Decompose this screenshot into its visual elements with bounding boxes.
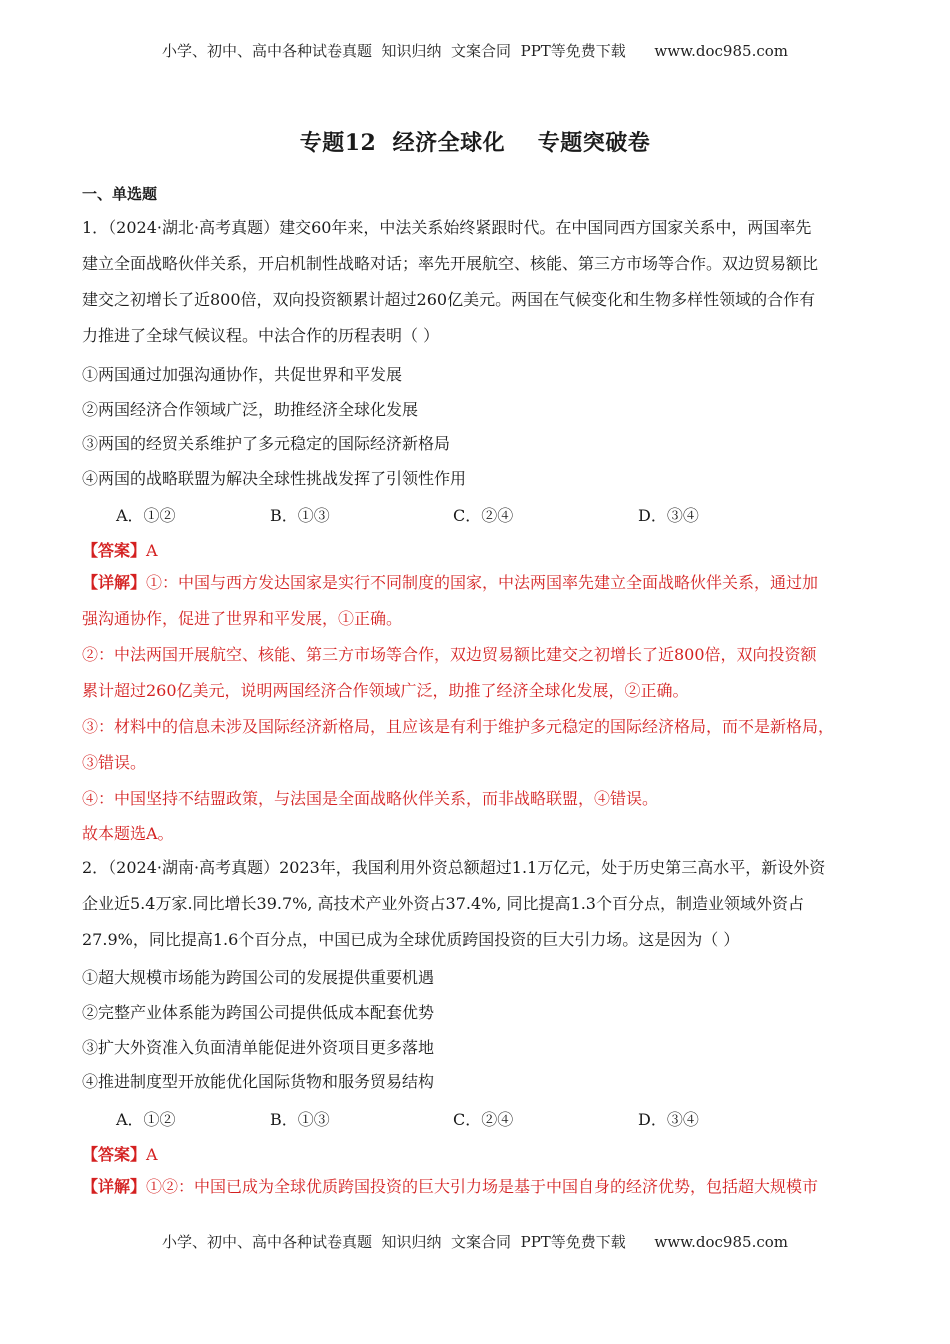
answer-label: 【答案】 xyxy=(82,1145,147,1164)
q1-statement: ②两国经济合作领域广泛，助推经济全球化发展 xyxy=(82,400,419,419)
q1-detail-line: ②：中法两国开展航空、核能、第三方市场等合作，双边贸易额比建交之初增长了近800倍，双向投资额 xyxy=(82,645,817,664)
q1-answer xyxy=(82,538,158,561)
q1-statement: ①两国通过加强沟通协作，共促世界和平发展 xyxy=(82,365,403,384)
q2-statement: ①超大规模市场能为跨国公司的发展提供重要机遇 xyxy=(82,968,435,987)
q2-stem-line: 企业近5.4万家.同比增长39.7%, 高技术产业外资占37.4%, 同比提高1.3个百分点，制造业领域外资占 xyxy=(82,894,804,913)
q1-stem-line: 建立全面战略伙伴关系，开启机制性战略对话；率先开展航空、核能、第三方市场等合作。双边贸易额比 xyxy=(82,254,819,273)
q2-detail-line xyxy=(82,1177,818,1197)
q2-statement: ④推进制度型开放能优化国际货物和服务贸易结构 xyxy=(82,1072,435,1091)
detail-text: ①：中国与西方发达国家是实行不同制度的国家，中法两国率先建立全面战略伙伴关系，通过加 xyxy=(146,573,819,592)
q1-detail-line: 累计超过260亿美元，说明两国经济合作领域广泛，助推了经济全球化发展，②正确。 xyxy=(82,681,689,700)
q1-detail-line: ③错误。 xyxy=(82,753,147,772)
q1-conclusion: 故本题选A。 xyxy=(82,824,174,843)
q1-stem-line: 1．（2024·湖北·高考真题）建交60年来，中法关系始终紧跟时代。在中国同西方国家关系中，两国率先 xyxy=(82,218,812,237)
detail-label: 【详解】 xyxy=(82,573,147,592)
answer-value: A xyxy=(146,1145,158,1164)
q1-detail-line: 强沟通协作，促进了世界和平发展，①正确。 xyxy=(82,609,403,628)
q2-statement: ②完整产业体系能为跨国公司提供低成本配套优势 xyxy=(82,1003,435,1022)
q2-statement: ③扩大外资准入负面清单能促进外资项目更多落地 xyxy=(82,1038,435,1057)
answer-label: 【答案】 xyxy=(82,541,147,560)
q2-answer xyxy=(82,1142,158,1165)
detail-label: 【详解】 xyxy=(82,1177,147,1196)
q2-option-c: C．②④ xyxy=(453,1110,514,1129)
q2-option-b: B．①③ xyxy=(270,1110,330,1129)
q1-statement: ③两国的经贸关系维护了多元稳定的国际经济新格局 xyxy=(82,434,451,453)
q1-option-b: B．①③ xyxy=(270,506,330,525)
page-footer: 小学、初中、高中各种试卷真题 知识归纳 文案合同 PPT等免费下载 www.doc985.com xyxy=(161,1233,788,1251)
q1-option-d: D．③④ xyxy=(638,506,699,525)
section-heading: 一、单选题 xyxy=(82,185,158,203)
q1-option-c: C．②④ xyxy=(453,506,514,525)
answer-value: A xyxy=(146,541,158,560)
q1-statement: ④两国的战略联盟为解决全球性挑战发挥了引领性作用 xyxy=(82,469,467,488)
q1-option-a: A．①② xyxy=(116,506,176,525)
q1-detail-line: ④：中国坚持不结盟政策，与法国是全面战略伙伴关系，而非战略联盟，④错误。 xyxy=(82,789,659,808)
page-header: 小学、初中、高中各种试卷真题 知识归纳 文案合同 PPT等免费下载 www.doc985.com xyxy=(161,42,788,60)
q1-detail-line: ③：材料中的信息未涉及国际经济新格局，且应该是有利于维护多元稳定的国际经济格局，而不是新格局， xyxy=(82,717,835,736)
q2-stem-line: 2．（2024·湖南·高考真题）2023年，我国利用外资总额超过1.1万亿元，处于历史第三高水平，新设外资 xyxy=(82,858,826,877)
page-title: 专题12 经济全球化 专题突破卷 xyxy=(299,130,651,156)
q2-option-a: A．①② xyxy=(116,1110,176,1129)
q2-stem-line: 27.9%，同比提高1.6个百分点，中国已成为全球优质跨国投资的巨大引力场。这是因为（ ） xyxy=(82,930,740,949)
q1-detail-line xyxy=(82,573,818,593)
q1-stem-line: 力推进了全球气候议程。中法合作的历程表明（ ） xyxy=(82,326,440,345)
detail-text: ①②：中国已成为全球优质跨国投资的巨大引力场是基于中国自身的经济优势，包括超大规模市 xyxy=(146,1177,819,1196)
q2-option-d: D．③④ xyxy=(638,1110,699,1129)
q1-stem-line: 建交之初增长了近800倍，双向投资额累计超过260亿美元。两国在气候变化和生物多样性领域的合作有 xyxy=(82,290,816,309)
